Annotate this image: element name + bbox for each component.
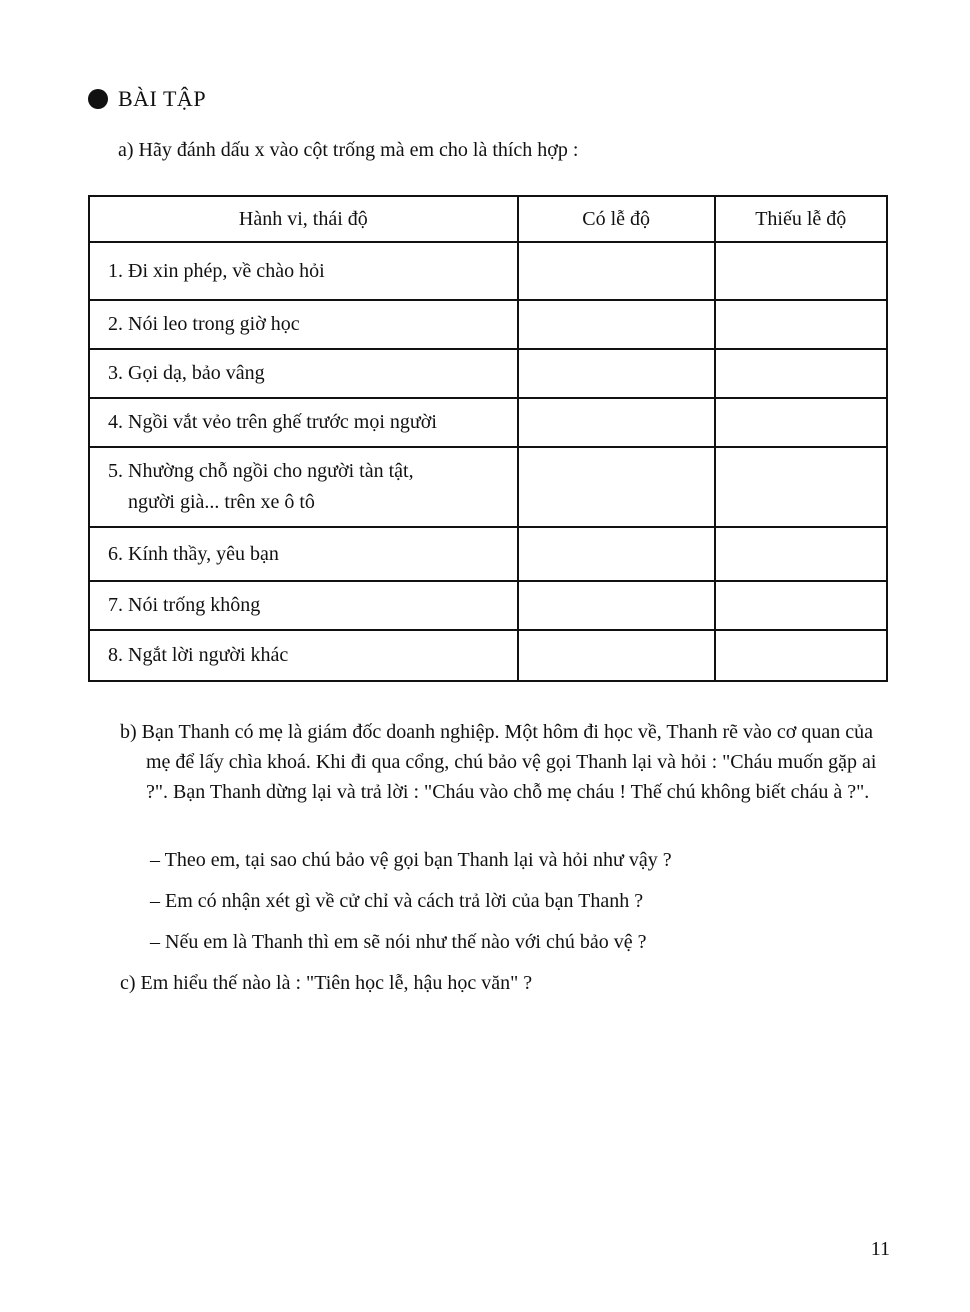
page-number: 11 [870, 1238, 890, 1260]
behavior-cell: 8. Ngắt lời người khác [89, 630, 518, 681]
impolite-checkbox-cell[interactable] [715, 398, 887, 447]
section-heading [88, 86, 206, 112]
behavior-cell: 4. Ngồi vắt vẻo trên ghế trước mọi người [89, 398, 518, 447]
polite-checkbox-cell[interactable] [518, 349, 715, 398]
behavior-table [88, 195, 888, 682]
story-text: b) Bạn Thanh có mẹ là giám đốc doanh nghiệp. Một hôm đi học về, Thanh rẽ vào cơ quan của mẹ để lấy chìa khoá. Khi đi qua cổng, chú bảo vệ gọi Thanh lại và hỏi : "Cháu muốn gặp ai ?". Bạn Thanh dừng lại và trả lời : "Cháu vào chỗ mẹ cháu ! Thế chú không biết cháu à ?". [120, 721, 877, 803]
polite-checkbox-cell[interactable] [518, 447, 715, 527]
polite-checkbox-cell[interactable] [518, 398, 715, 447]
behavior-line-1: 5. Nhường chỗ ngồi cho người tàn tật, [108, 460, 414, 482]
impolite-checkbox-cell[interactable] [715, 349, 887, 398]
behavior-line-2: người già... trên xe ô tô [128, 491, 315, 513]
bullet-icon [88, 89, 108, 109]
polite-checkbox-cell[interactable] [518, 527, 715, 581]
impolite-checkbox-cell[interactable] [715, 581, 887, 630]
impolite-checkbox-cell[interactable] [715, 527, 887, 581]
table-row [89, 630, 887, 681]
polite-checkbox-cell[interactable] [518, 630, 715, 681]
behavior-cell [89, 447, 518, 527]
question-1: – Theo em, tại sao chú bảo vệ gọi bạn Thanh lại và hỏi như vậy ? [150, 849, 672, 871]
instruction-a: a) Hãy đánh dấu x vào cột trống mà em cho là thích hợp : [118, 139, 579, 161]
question-3: – Nếu em là Thanh thì em sẽ nói như thế nào với chú bảo vệ ? [150, 931, 647, 953]
behavior-cell: 3. Gọi dạ, bảo vâng [89, 349, 518, 398]
impolite-checkbox-cell[interactable] [715, 242, 887, 300]
table-row [89, 527, 887, 581]
table-row [89, 447, 887, 527]
header-polite: Có lễ độ [518, 196, 715, 242]
polite-checkbox-cell[interactable] [518, 242, 715, 300]
polite-checkbox-cell[interactable] [518, 300, 715, 349]
table-row [89, 242, 887, 300]
behavior-cell: 1. Đi xin phép, về chào hỏi [89, 242, 518, 300]
table-row [89, 398, 887, 447]
table-row [89, 349, 887, 398]
header-impolite: Thiếu lễ độ [715, 196, 887, 242]
impolite-checkbox-cell[interactable] [715, 447, 887, 527]
table-row [89, 581, 887, 630]
behavior-cell: 7. Nói trống không [89, 581, 518, 630]
behavior-cell: 2. Nói leo trong giờ học [89, 300, 518, 349]
section-title: BÀI TẬP [118, 86, 207, 111]
table-header-row [89, 196, 887, 242]
header-behavior: Hành vi, thái độ [89, 196, 518, 242]
question-2: – Em có nhận xét gì về cử chỉ và cách trả lời của bạn Thanh ? [150, 890, 644, 912]
story-block [120, 717, 890, 807]
polite-checkbox-cell[interactable] [518, 581, 715, 630]
impolite-checkbox-cell[interactable] [715, 300, 887, 349]
impolite-checkbox-cell[interactable] [715, 630, 887, 681]
behavior-cell: 6. Kính thầy, yêu bạn [89, 527, 518, 581]
table-row [89, 300, 887, 349]
instruction-c: c) Em hiểu thế nào là : "Tiên học lễ, hậu học văn" ? [120, 972, 533, 994]
